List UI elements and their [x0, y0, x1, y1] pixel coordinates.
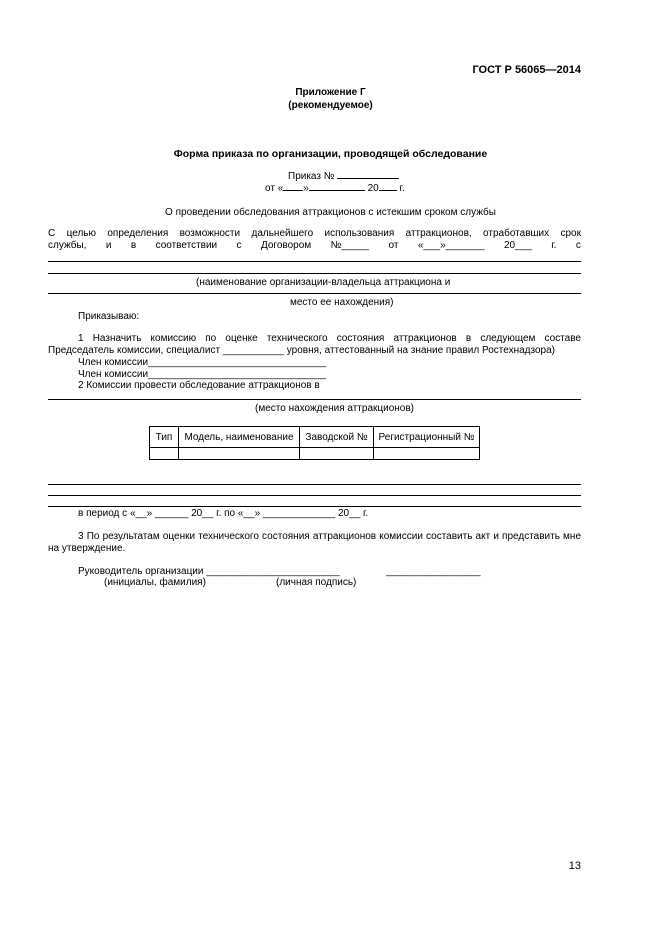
table-header-serial: Заводской № — [300, 427, 374, 448]
command-label: Приказываю: — [78, 311, 140, 322]
intro-word: с — [575, 240, 581, 251]
commission-member-2: Член комиссии________________________________ — [78, 369, 327, 380]
item-2: 2 Комиссии провести обследование аттракционов в — [78, 380, 320, 391]
intro-word: 20___ — [504, 240, 532, 251]
table-header-registration: Регистрационный № — [374, 427, 480, 448]
order-date-suffix: г. — [399, 183, 405, 194]
order-number-blank — [337, 169, 399, 179]
page-number: 13 — [568, 860, 581, 872]
table-header-row — [150, 427, 480, 448]
intro-word: Договором — [260, 240, 312, 251]
blank-line — [48, 495, 581, 496]
signature-right-line: _________________ — [386, 566, 481, 577]
intro-word: «___»_______ — [417, 240, 485, 251]
item-1-line-1: 1 Назначить комиссию по оценке технического состояния аттракционов в следующем составе — [78, 333, 581, 344]
table-cell — [374, 448, 480, 460]
order-number-label: Приказ № — [288, 171, 335, 182]
table-row — [150, 448, 480, 460]
item-3-line-2: на утверждение. — [48, 543, 126, 554]
intro-word: г. — [551, 240, 557, 251]
table-cell — [179, 448, 300, 460]
order-year-blank — [379, 181, 397, 191]
commission-member-1: Член комиссии________________________________ — [78, 357, 327, 368]
intro-word: №_____ — [330, 240, 370, 251]
attractions-table — [149, 426, 480, 460]
intro-word: соответствии — [155, 240, 218, 251]
document-standard-number: ГОСТ Р 56065—2014 — [472, 64, 581, 76]
form-title: Форма приказа по организации, проводящей обследование — [173, 148, 488, 160]
table-header-model: Модель, наименование — [179, 427, 300, 448]
appendix-status: (рекомендуемое) — [288, 100, 373, 111]
inspection-period: в период с «__» ______ 20__ г. по «__» _____________ 20__ г. — [78, 508, 369, 519]
item-3-line-1: 3 По результатам оценки технического состояния аттракционов комиссии составить акт и представить мне — [78, 531, 581, 542]
blank-line — [48, 293, 581, 294]
signature-caption: (личная подпись) — [276, 577, 357, 588]
intro-word: от — [388, 240, 399, 251]
table-cell — [150, 448, 179, 460]
order-date-quote: » — [303, 183, 309, 194]
item-1-line-2: Председатель комиссии, специалист ___________ уровня, аттестованный на знание правил Ростехнадзора) — [48, 345, 555, 356]
order-date-prefix: от « — [265, 183, 284, 194]
order-day-blank — [283, 181, 303, 191]
appendix-title: Приложение Г — [295, 87, 366, 98]
owner-caption-2: место ее нахождения) — [290, 297, 394, 308]
blank-line — [48, 273, 581, 274]
intro-line-2 — [48, 240, 581, 251]
intro-word: в — [130, 240, 137, 251]
intro-word: службы, — [48, 240, 87, 251]
blank-line — [48, 399, 581, 400]
signature-label: Руководитель организации ________________________ — [78, 566, 340, 577]
owner-caption-1: (наименование организации-владельца аттракциона и — [196, 277, 451, 288]
intro-word: с — [236, 240, 242, 251]
order-date — [265, 181, 405, 194]
name-caption: (инициалы, фамилия) — [104, 577, 206, 588]
order-subject: О проведении обследования аттракционов с истекшим сроком службы — [165, 207, 496, 218]
order-date-year: 20 — [367, 183, 379, 194]
blank-line — [48, 484, 581, 485]
table-header-type: Тип — [150, 427, 179, 448]
intro-line-1: С целью определения возможности дальнейшего использования аттракционов, отработавших срок — [48, 228, 581, 239]
intro-word: и — [105, 240, 112, 251]
blank-line — [48, 261, 581, 262]
order-month-blank — [309, 181, 365, 191]
location-caption: (место нахождения аттракционов) — [255, 403, 414, 414]
table-cell — [300, 448, 374, 460]
blank-line — [48, 506, 581, 507]
